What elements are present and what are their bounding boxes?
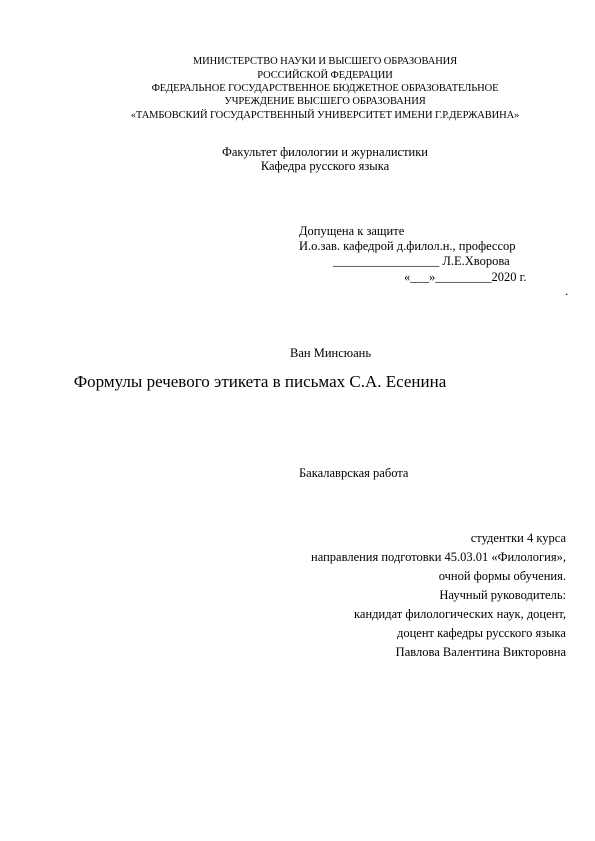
student-direction: направления подготовки 45.03.01 «Филология», (311, 550, 566, 564)
author-name: Ван Минсюань (290, 346, 372, 360)
university-name-line: «ТАМБОВСКИЙ ГОСУДАРСТВЕННЫЙ УНИВЕРСИТЕТ ИМЕНИ Г.Р.ДЕРЖАВИНА» (130, 110, 520, 121)
institution-level-line: УЧРЕЖДЕНИЕ ВЫСШЕГО ОБРАЗОВАНИЯ (224, 96, 426, 107)
approval-dot: . (565, 284, 569, 298)
supervisor-degree: кандидат филологических наук, доцент, (354, 607, 566, 621)
faculty-name: Факультет филологии и журналистики (222, 145, 428, 159)
supervisor-name: Павлова Валентина Викторовна (395, 645, 566, 659)
department-head-label: И.о.зав. кафедрой д.филол.н., профессор (299, 239, 516, 253)
federation-line: РОССИЙСКОЙ ФЕДЕРАЦИИ (257, 70, 393, 81)
approval-date-line: «___»_________2020 г. (404, 270, 527, 284)
head-signature-line: _________________ Л.Е.Хворова (333, 254, 510, 268)
thesis-title: Формулы речевого этикета в письмах С.А. Есенина (73, 372, 447, 391)
work-type: Бакалаврская работа (299, 466, 409, 480)
institution-type-line: ФЕДЕРАЛЬНОЕ ГОСУДАРСТВЕННОЕ БЮДЖЕТНОЕ ОБРАЗОВАТЕЛЬНОЕ (151, 83, 499, 94)
supervisor-position: доцент кафедры русского языка (396, 626, 566, 640)
ministry-line: МИНИСТЕРСТВО НАУКИ И ВЫСШЕГО ОБРАЗОВАНИЯ (192, 56, 458, 67)
student-course: студентки 4 курса (470, 531, 566, 545)
study-form: очной формы обучения. (438, 569, 566, 583)
admitted-label: Допущена к защите (299, 224, 405, 238)
department-name: Кафедра русского языка (260, 159, 390, 173)
supervisor-label: Научный руководитель: (439, 588, 566, 602)
